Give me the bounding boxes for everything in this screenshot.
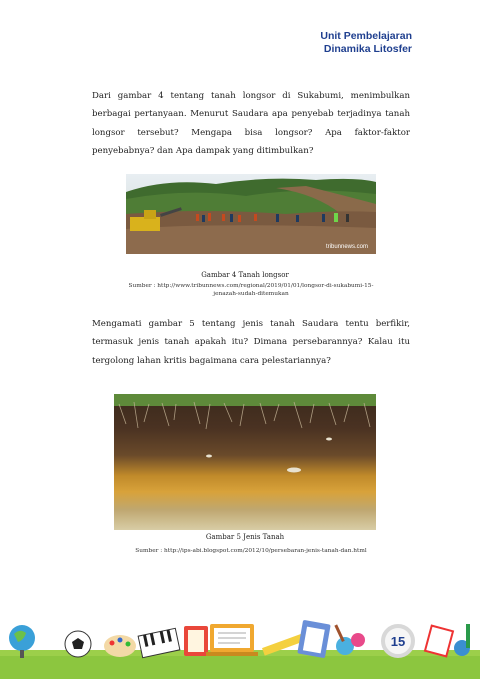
svg-text:tribunnews.com: tribunnews.com bbox=[326, 244, 369, 250]
figure-4-caption: Gambar 4 Tanah longsor bbox=[201, 271, 289, 279]
figure-5-caption: Gambar 5 Jenis Tanah bbox=[205, 533, 285, 541]
soccer-ball-icon bbox=[65, 631, 91, 657]
landslide-photo bbox=[126, 174, 376, 254]
laptop-icon bbox=[206, 624, 258, 656]
paragraph-figure-4: Dari gambar 4 tentang tanah longsor di Sukabumi, menimbulkan berbagai pertanyaan. Menurut Saudara apa penyebab terjadinya tanah longsor tersebut? Mengapa bisa longsor? Apa faktor-faktor penyebabnya? dan Apa dampak yang ditimbulkan? bbox=[92, 91, 410, 157]
soil-profile-photo bbox=[114, 394, 376, 530]
unit-header bbox=[320, 30, 412, 56]
figure-5-source: Sumber : http://ips-abi.blogspot.com/2012/10/persebaran-jenis-tanah-dan.html bbox=[135, 548, 367, 554]
clipboard-icon bbox=[297, 620, 330, 658]
figure-4-source: Sumber : http://www.tribunnews.com/regional/2019/01/01/longsor-di-sukabumi-15-jenazah-sudah-ditemukan bbox=[128, 283, 374, 297]
header-line-2: Dinamika Litosfer bbox=[323, 43, 412, 55]
notebook-icon bbox=[184, 626, 208, 656]
paragraph-figure-5: Mengamati gambar 5 tentang jenis tanah Saudara tentu berfikir, termasuk jenis tanah apakah itu? Dimana persebarannya? Kalau itu tergolong lahan kritis bagaimana cara pelestariannya? bbox=[92, 319, 410, 366]
page-number: 15 bbox=[381, 624, 415, 658]
header-line-1: Unit Pembelajaran bbox=[320, 30, 412, 42]
palette-icon bbox=[104, 635, 136, 657]
